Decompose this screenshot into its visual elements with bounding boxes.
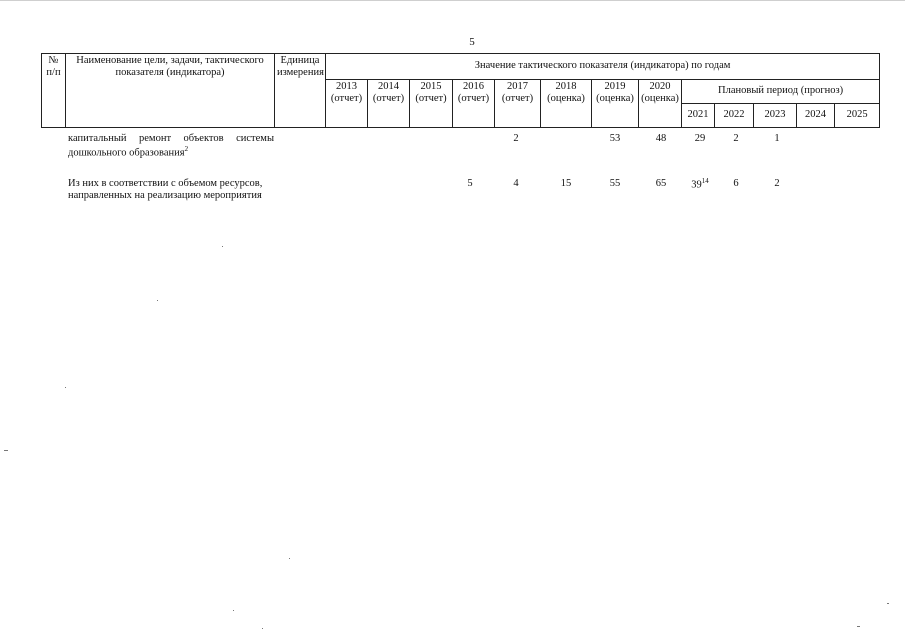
row-1-value-2020: 48 [655,133,667,144]
scan-speck [289,558,290,559]
page-number: 5 [469,36,475,48]
header-year-2017: 2017 (отчет) [495,80,541,128]
row-1-text: капитальный ремонт объектов системы дошкольного образования$^2$ [68,133,274,159]
row-2-value-2021: $39^{14}$ [691,177,709,191]
header-values-group: Значение тактического показателя (индикатора) по годам [326,54,880,80]
scan-speck [262,628,263,629]
row-2-value-2023: 2 [774,178,780,189]
header-year-2014: 2014 (отчет) [368,80,410,128]
row-2-value-2016: 5 [467,178,473,189]
row-1-value-2019: 53 [609,133,621,144]
row-1-footnote: 2 [184,145,189,154]
header-plan-2021: 2021 [682,104,715,128]
top-border-line [0,0,905,1]
row-2-value-2020: 65 [655,178,667,189]
header-year-2018: 2018 (оценка) [541,80,592,128]
header-plan-2022: 2022 [715,104,754,128]
header-unit: Единица измерения [275,54,326,128]
row-2-value-2019: 55 [609,178,621,189]
header-plan-group: Плановый период (прогноз) [682,80,880,104]
header-year-2015: 2015 (отчет) [410,80,453,128]
header-plan-2023: 2023 [754,104,797,128]
scan-speck [157,300,158,301]
row-1-value-2017: 2 [513,133,519,144]
row-2-footnote: 14 [701,177,709,185]
header-year-2020: 2020 (оценка) [639,80,682,128]
row-2-value-2022: 6 [733,178,739,189]
row-1-value-2021: 29 [694,133,706,144]
scan-speck [222,246,223,247]
header-year-2019: 2019 (оценка) [592,80,639,128]
scan-speck [65,387,66,388]
row-2-value-2017: 4 [513,178,519,189]
header-year-2016: 2016 (отчет) [453,80,495,128]
scan-speck [887,603,889,604]
row-2-text: Из них в соответствии с объемом ресурсов, направленных на реализацию мероприятия [68,178,263,202]
row-2-value-2018: 15 [560,178,572,189]
scan-speck [4,450,8,451]
indicators-table-header [41,53,880,128]
header-year-2013: 2013 (отчет) [326,80,368,128]
row-1-value-2022: 2 [733,133,739,144]
row-1-value-2023: 1 [774,133,780,144]
scan-speck [233,610,234,611]
header-plan-2025: 2025 [835,104,880,128]
header-no: № п/п [42,54,66,128]
header-name: Наименование цели, задачи, тактического показателя (индикатора) [66,54,275,128]
scan-speck [857,626,860,627]
header-plan-2024: 2024 [797,104,835,128]
